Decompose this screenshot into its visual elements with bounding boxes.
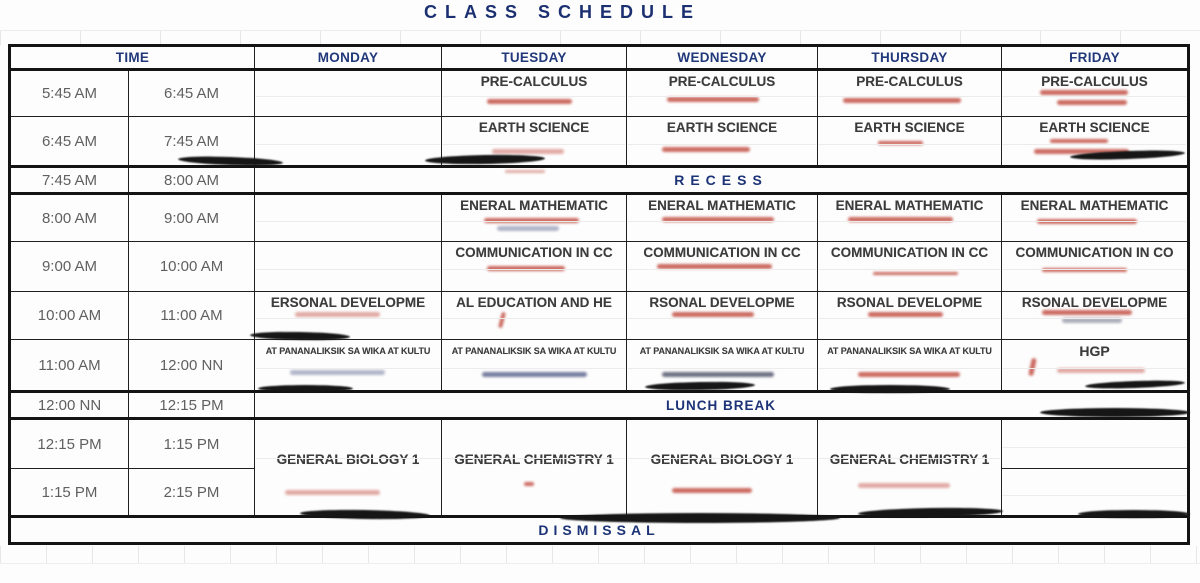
cell-thursday-comm: COMMUNICATION IN CC [818, 242, 1002, 292]
redaction-scribble [492, 149, 564, 154]
cell-tuesday-filipino: AT PANANALIKSIK SA WIKA AT KULTU [442, 340, 627, 392]
cell-tuesday-precal: PRE-CALCULUS [442, 70, 627, 117]
cell-thursday-genmath: ENERAL MATHEMATIC [818, 194, 1002, 242]
redaction-scribble [484, 218, 579, 223]
time-end: 10:00 AM [129, 242, 255, 292]
redaction-scribble [1037, 219, 1137, 224]
cell-tuesday-earthsci: EARTH SCIENCE [442, 117, 627, 167]
redaction-scribble [858, 372, 960, 377]
row-1000am [10, 292, 1189, 340]
cell-wednesday-persdev: RSONAL DEVELOPME [627, 292, 818, 340]
cell-friday-earthsci: EARTH SCIENCE [1002, 117, 1189, 167]
header-thursday: THURSDAY [818, 46, 1002, 70]
cell-tuesday-pehealth: AL EDUCATION AND HE [442, 292, 627, 340]
header-time: TIME [10, 46, 255, 70]
page-title: CLASS SCHEDULE [423, 2, 701, 22]
cell-friday-empty-1 [1002, 419, 1189, 469]
cell-wednesday-precal: PRE-CALCULUS [627, 70, 818, 117]
time-end: 6:45 AM [129, 70, 255, 117]
cell-friday-empty-2 [1002, 469, 1189, 517]
redaction-scribble [1057, 368, 1145, 373]
row-lunch [10, 392, 1189, 419]
redaction-scribble [848, 217, 953, 222]
cell-tuesday-genchem: GENERAL CHEMISTRY 1 [442, 419, 627, 517]
redaction-scribble [662, 147, 750, 152]
cell-thursday-persdev: RSONAL DEVELOPME [818, 292, 1002, 340]
redaction-scribble [662, 217, 774, 222]
row-800am [10, 194, 1189, 242]
header-tuesday: TUESDAY [442, 46, 627, 70]
redaction-scribble [672, 312, 754, 317]
cell-friday-comm: COMMUNICATION IN CO [1002, 242, 1189, 292]
time-end: 9:00 AM [129, 194, 255, 242]
cell-wednesday-genbio: GENERAL BIOLOGY 1 [627, 419, 818, 517]
redaction-scribble [667, 97, 759, 102]
time-start: 9:00 AM [10, 242, 129, 292]
cell-wednesday-filipino: AT PANANALIKSIK SA WIKA AT KULTU [627, 340, 818, 392]
time-start: 1:15 PM [10, 469, 129, 517]
cell-monday-persdev: ERSONAL DEVELOPME [255, 292, 442, 340]
cell-monday-genbio: GENERAL BIOLOGY 1 [255, 419, 442, 517]
cell-friday-persdev: RSONAL DEVELOPME [1002, 292, 1189, 340]
redaction-scribble [1042, 268, 1127, 272]
spreadsheet-gridlines-bottom [0, 546, 1200, 564]
time-end: 12:00 NN [129, 340, 255, 392]
redaction-scribble [524, 482, 534, 486]
dismissal-banner: DISMISSAL [10, 517, 1189, 544]
spreadsheet-gridlines-top [0, 30, 1200, 45]
row-545am [10, 70, 1189, 117]
recess-banner: RECESS [255, 167, 1189, 194]
redaction-scribble [672, 488, 752, 493]
cell-thursday-precal: PRE-CALCULUS [818, 70, 1002, 117]
time-end: 12:15 PM [129, 392, 255, 419]
row-1215pm [10, 419, 1189, 469]
cell-friday-precal: PRE-CALCULUS [1002, 70, 1189, 117]
ink-smudge [830, 385, 950, 393]
redaction-scribble [873, 272, 958, 275]
redaction-scribble [878, 141, 923, 145]
row-900am [10, 242, 1189, 292]
redaction-scribble [1028, 358, 1037, 377]
redaction-scribble [1062, 318, 1122, 323]
ink-smudge [1078, 510, 1190, 518]
redaction-scribble [487, 99, 572, 104]
time-end: 11:00 AM [129, 292, 255, 340]
cell-monday-comm [255, 242, 442, 292]
time-start: 12:00 NN [10, 392, 129, 419]
time-start: 8:00 AM [10, 194, 129, 242]
cell-monday-precal [255, 70, 442, 117]
cell-wednesday-comm: COMMUNICATION IN CC [627, 242, 818, 292]
row-recess [10, 167, 1189, 194]
time-start: 6:45 AM [10, 117, 129, 167]
header-monday: MONDAY [255, 46, 442, 70]
redaction-scribble [285, 490, 380, 495]
redaction-scribble [497, 226, 559, 231]
time-start: 10:00 AM [10, 292, 129, 340]
time-end: 8:00 AM [129, 167, 255, 194]
cell-tuesday-genmath: ENERAL MATHEMATIC [442, 194, 627, 242]
redaction-scribble [868, 312, 943, 317]
lunch-break-banner: LUNCH BREAK [255, 392, 1189, 419]
redaction-scribble [662, 372, 774, 377]
cell-monday-earthsci [255, 117, 442, 167]
redaction-scribble [1050, 139, 1108, 143]
cell-wednesday-earthsci: EARTH SCIENCE [627, 117, 818, 167]
time-end: 7:45 AM [129, 117, 255, 167]
header-friday: FRIDAY [1002, 46, 1189, 70]
ink-smudge [1040, 408, 1190, 417]
redaction-scribble [1040, 90, 1128, 95]
redaction-scribble [482, 372, 587, 377]
time-end: 1:15 PM [129, 419, 255, 469]
ink-smudge [560, 513, 840, 523]
cell-monday-filipino: AT PANANALIKSIK SA WIKA AT KULTU [255, 340, 442, 392]
cell-friday-hgp: HGP [1002, 340, 1189, 392]
time-start: 12:15 PM [10, 419, 129, 469]
cell-wednesday-genmath: ENERAL MATHEMATIC [627, 194, 818, 242]
row-1100am [10, 340, 1189, 392]
redaction-scribble [657, 264, 772, 269]
cell-friday-genmath: ENERAL MATHEMATIC [1002, 194, 1189, 242]
time-start: 11:00 AM [10, 340, 129, 392]
time-end: 2:15 PM [129, 469, 255, 517]
redaction-scribble [505, 170, 545, 173]
time-start: 7:45 AM [10, 167, 129, 194]
cell-thursday-genchem: GENERAL CHEMISTRY 1 [818, 419, 1002, 517]
redaction-scribble [498, 312, 506, 328]
redaction-scribble [1057, 100, 1127, 105]
redaction-scribble [1042, 310, 1132, 315]
cell-monday-genmath [255, 194, 442, 242]
header-row [10, 46, 1189, 70]
cell-thursday-earthsci: EARTH SCIENCE [818, 117, 1002, 167]
ink-smudge [258, 385, 353, 392]
redaction-scribble [487, 266, 565, 271]
redaction-scribble [843, 98, 961, 103]
schedule-table [8, 44, 1190, 545]
redaction-scribble [858, 483, 950, 488]
time-start: 5:45 AM [10, 70, 129, 117]
cell-thursday-filipino: AT PANANALIKSIK SA WIKA AT KULTU [818, 340, 1002, 392]
redaction-scribble [290, 370, 385, 375]
redaction-scribble [295, 312, 380, 317]
cell-tuesday-comm: COMMUNICATION IN CC [442, 242, 627, 292]
header-wednesday: WEDNESDAY [627, 46, 818, 70]
